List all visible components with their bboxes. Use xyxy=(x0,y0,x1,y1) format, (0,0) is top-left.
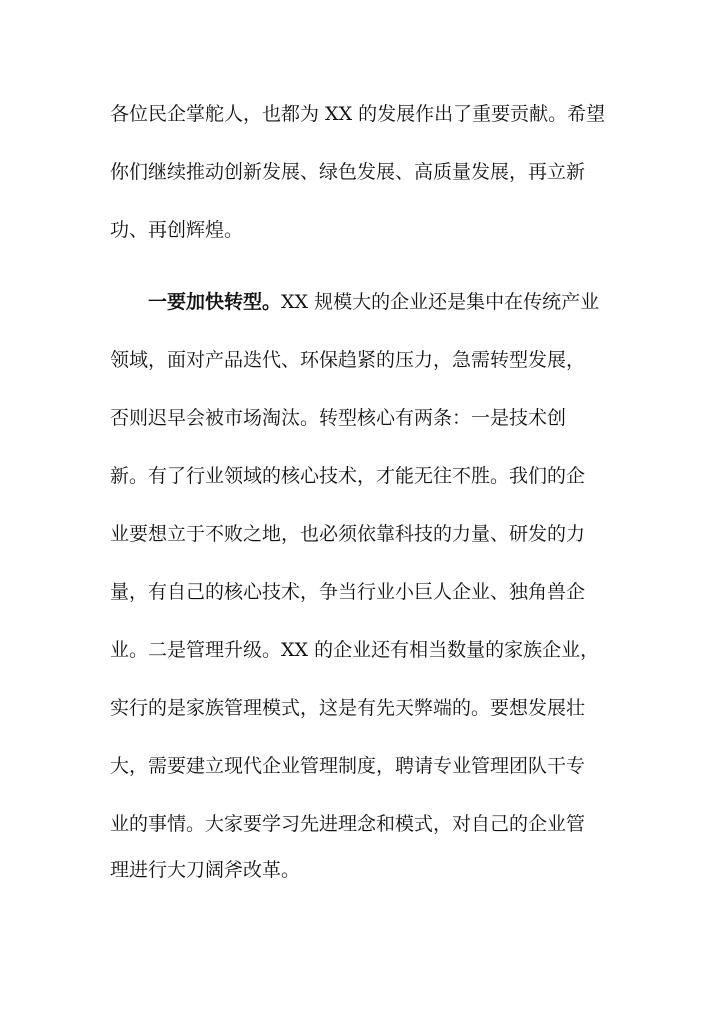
text-line: 你们继续推动创新发展、绿色发展、高质量发展，再立新 xyxy=(110,161,586,183)
text-line: 各位民企掌舵人，也都为 XX 的发展作出了重要贡献。希望 xyxy=(110,103,606,125)
text-line: 量，有自己的核心技术，争当行业小巨人企业、独角兽企 xyxy=(110,581,586,603)
text-line: 实行的是家族管理模式，这是有先天弊端的。要想发展壮 xyxy=(110,697,586,719)
text-line: 大，需要建立现代企业管理制度，聘请专业管理团队干专 xyxy=(110,755,586,777)
text-line: 新。有了行业领域的核心技术，才能无往不胜。我们的企 xyxy=(110,465,586,487)
text-line: 业。二是管理升级。XX 的企业还有相当数量的家族企业， xyxy=(110,639,600,661)
text-line: 业的事情。大家要学习先进理念和模式，对自己的企业管 xyxy=(110,813,586,835)
text-line: 领域，面对产品迭代、环保趋紧的压力，急需转型发展， xyxy=(110,349,586,371)
text-line: 业要想立于不败之地，也必须依靠科技的力量、研发的力 xyxy=(110,523,586,545)
text-line: 功、再创辉煌。 xyxy=(110,219,244,241)
section-heading: 一要加快转型。 xyxy=(148,291,282,313)
text-line: 理进行大刀阔斧改革。 xyxy=(110,859,301,881)
text-span: XX 规模大的企业还是集中在传统产业 xyxy=(281,291,600,313)
text-line: 否则迟早会被市场淘汰。转型核心有两条：一是技术创 xyxy=(110,407,567,429)
paragraph-first-line xyxy=(148,290,648,314)
